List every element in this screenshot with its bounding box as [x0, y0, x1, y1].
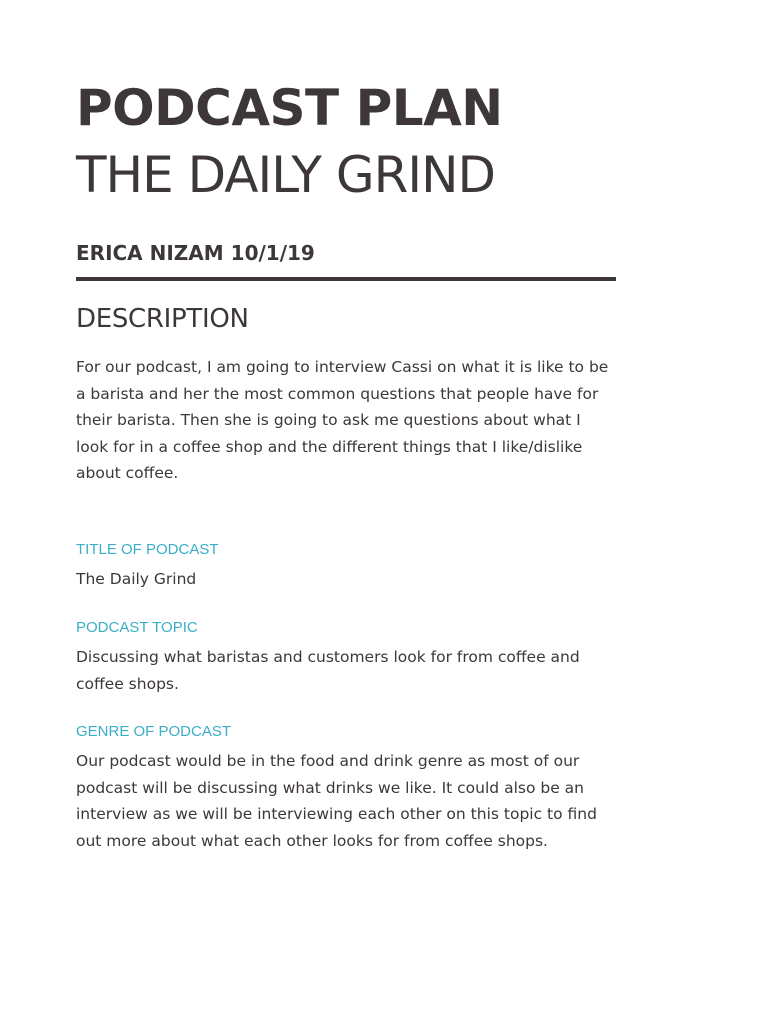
document-subtitle: THE DAILY GRIND: [76, 146, 495, 204]
description-text: For our podcast, I am going to interview Cassi on what it is like to be a barista and her the most common questions that people have for their barista. Then she is going to ask me questions about what I look for in a coffee shop and the different things that I like/dislike about coffee.: [76, 358, 609, 482]
heading-divider: [76, 277, 616, 281]
title-of-podcast-value: The Daily Grind: [76, 570, 197, 588]
description-heading: DESCRIPTION: [76, 304, 249, 334]
genre-of-podcast-value: Our podcast would be in the food and drink genre as most of our podcast will be discussing what drinks we like. It could also be an interview as we will be interviewing each other on this topic to find out more about what each other looks for from coffee shops.: [76, 752, 597, 850]
podcast-topic-label: PODCAST TOPIC: [76, 619, 198, 636]
genre-of-podcast-label: GENRE OF PODCAST: [76, 723, 232, 740]
podcast-topic-value: Discussing what baristas and customers look for from coffee and coffee shops.: [76, 648, 580, 693]
document-title: PODCAST PLAN: [76, 79, 503, 137]
author-date-line: ERICA NIZAM 10/1/19: [76, 241, 315, 265]
title-of-podcast-label: TITLE OF PODCAST: [76, 541, 219, 558]
